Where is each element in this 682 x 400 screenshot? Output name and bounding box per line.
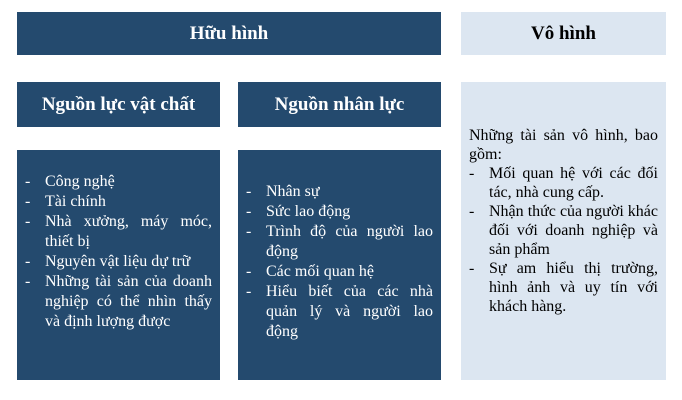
intangible-header-label: Vô hình xyxy=(531,22,596,44)
list-item: - Nhận thức của người khác đối với doanh nghiệp và sản phẩm xyxy=(469,202,658,259)
intangible-intro: Những tài sản vô hình, bao gồm: xyxy=(469,127,658,163)
list-item: - Nhân sự xyxy=(246,182,433,202)
human-resources-title xyxy=(238,82,441,127)
list-item: - Hiểu biết của các nhà quản lý và người lao động xyxy=(246,282,433,342)
physical-resources-box xyxy=(17,150,220,380)
physical-resources-title-label: Nguồn lực vật chất xyxy=(41,93,196,115)
list-item: - Những tài sản của doanh nghiệp có thể nhìn thấy và định lượng được xyxy=(25,272,212,332)
list-item: - Mối quan hệ với các đối tác, nhà cung cấp. xyxy=(469,164,658,202)
list-item: - Sức lao động xyxy=(246,202,433,222)
list-item: - Nhà xưởng, máy móc, thiết bị xyxy=(25,212,212,252)
list-item: - Tài chính xyxy=(25,192,212,212)
human-resources-list xyxy=(246,182,433,342)
intangible-list xyxy=(469,164,658,316)
list-item: - Công nghệ xyxy=(25,172,212,192)
list-item: - Sự am hiểu thị trường, hình ảnh và uy tín với khách hàng. xyxy=(469,259,658,316)
intangible-box xyxy=(461,82,666,380)
tangible-header-label: Hữu hình xyxy=(189,22,269,44)
physical-resources-title xyxy=(17,82,220,127)
tangible-header xyxy=(17,12,441,55)
list-item: - Các mối quan hệ xyxy=(246,262,433,282)
intangible-header xyxy=(461,12,666,55)
list-item: - Trình độ của người lao động xyxy=(246,222,433,262)
list-item: - Nguyên vật liệu dự trữ xyxy=(25,252,212,272)
human-resources-title-label: Nguồn nhân lực xyxy=(274,93,405,115)
physical-resources-list xyxy=(25,172,212,332)
human-resources-box xyxy=(238,150,441,380)
